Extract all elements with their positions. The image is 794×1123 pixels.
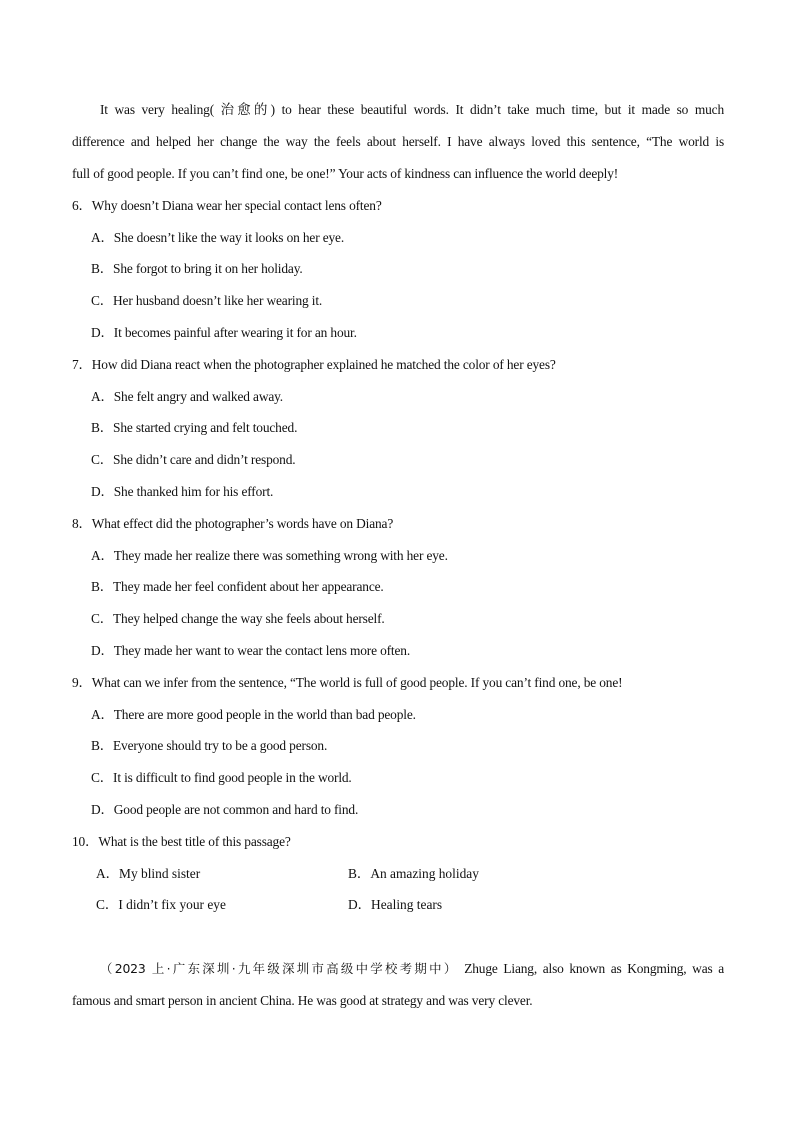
question-10-option-b[interactable]: B．An amazing holiday xyxy=(348,866,479,881)
next-passage-line-1 xyxy=(100,960,724,978)
question-8-option-a[interactable]: A．They made her realize there was something wrong with her eye. xyxy=(91,548,448,563)
question-6-option-d[interactable]: D．It becomes painful after wearing it for an hour. xyxy=(91,325,357,340)
question-10-option-a[interactable]: A．My blind sister xyxy=(96,866,201,881)
question-7-option-d[interactable]: D．She thanked him for his effort. xyxy=(91,484,274,499)
question-8-option-d[interactable]: D．They made her want to wear the contact lens more often. xyxy=(91,643,411,658)
question-10-option-c[interactable]: C．I didn’t fix your eye xyxy=(96,897,226,912)
question-7-option-a[interactable]: A．She felt angry and walked away. xyxy=(91,389,283,404)
question-6-option-a[interactable]: A．She doesn’t like the way it looks on her eye. xyxy=(91,230,345,245)
question-9-stem: 9．What can we infer from the sentence, “The world is full of good people. If you can’t find one, be one! xyxy=(72,675,623,690)
question-8-option-b[interactable]: B．They made her feel confident about her appearance. xyxy=(91,579,384,594)
question-6-option-c[interactable]: C．Her husband doesn’t like her wearing it. xyxy=(91,293,323,308)
question-8-option-c[interactable]: C．They helped change the way she feels about herself. xyxy=(91,611,385,626)
next-passage-line-1-text: Zhuge Liang, also known as Kongming, was a xyxy=(464,961,725,976)
question-7-option-b[interactable]: B．She started crying and felt touched. xyxy=(91,420,298,435)
next-passage-source: （2023 上·广东深圳·九年级深圳市高级中学校考期中） xyxy=(100,961,459,976)
question-9-option-c[interactable]: C．It is difficult to find good people in the world. xyxy=(91,770,352,785)
question-6-stem: 6．Why doesn’t Diana wear her special contact lens often? xyxy=(72,198,382,213)
question-6-option-b[interactable]: B．She forgot to bring it on her holiday. xyxy=(91,261,303,276)
question-8-stem: 8．What effect did the photographer’s words have on Diana? xyxy=(72,516,394,531)
question-10-stem: 10．What is the best title of this passage? xyxy=(72,834,291,849)
next-passage-line-2: famous and smart person in ancient China. He was good at strategy and was very clever. xyxy=(72,993,533,1008)
question-9-option-a[interactable]: A．There are more good people in the world than bad people. xyxy=(91,707,416,722)
question-10-option-d[interactable]: D．Healing tears xyxy=(348,897,443,912)
question-9-option-d[interactable]: D．Good people are not common and hard to find. xyxy=(91,802,359,817)
passage-line-2: difference and helped her change the way the feels about herself. I have always loved this sentence, “The world is xyxy=(72,134,724,149)
question-7-stem: 7．How did Diana react when the photographer explained he matched the color of her eyes? xyxy=(72,357,556,372)
question-9-option-b[interactable]: B．Everyone should try to be a good person. xyxy=(91,738,328,753)
question-7-option-c[interactable]: C．She didn’t care and didn’t respond. xyxy=(91,452,296,467)
passage-line-1: It was very healing( 治愈的) to hear these beautiful words. It didn’t take much time, but it made so much xyxy=(100,102,724,117)
passage-line-3: full of good people. If you can’t find one, be one!” Your acts of kindness can influence the world deeply! xyxy=(72,166,619,181)
